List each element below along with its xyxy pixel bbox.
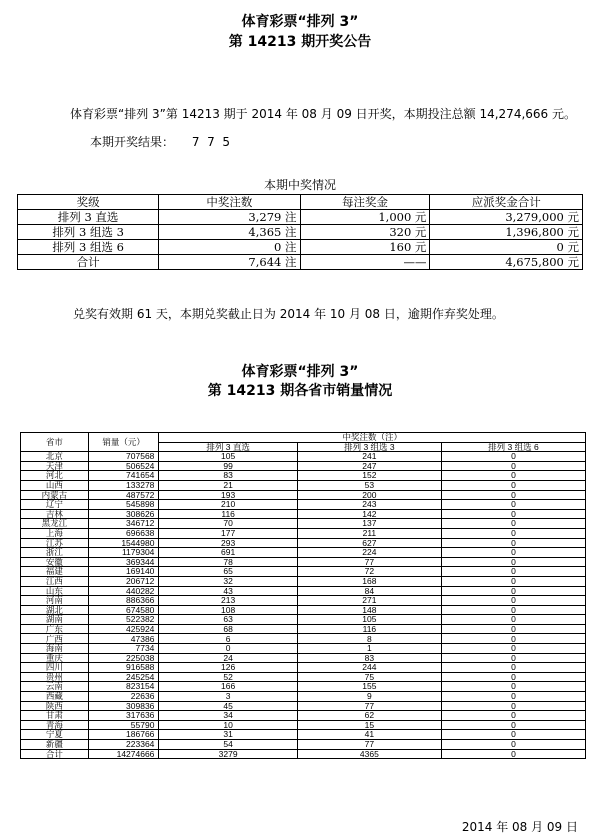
group6-wins: 0	[441, 480, 585, 490]
sales-subheader-direct: 排列 3 直选	[159, 442, 297, 452]
group3-wins: 247	[297, 461, 441, 471]
province: 广东	[21, 624, 89, 634]
prize-row	[18, 210, 583, 225]
group6-wins: 0	[441, 509, 585, 519]
province: 新疆	[21, 740, 89, 750]
prize-header-count: 中奖注数	[159, 195, 300, 210]
group6-wins: 0	[441, 740, 585, 750]
sales-row	[21, 519, 586, 529]
group6-wins: 0	[441, 644, 585, 654]
sales-title: 体育彩票“排列 3”	[241, 364, 359, 380]
province-sales: 823154	[88, 682, 159, 692]
group3-wins: 168	[297, 576, 441, 586]
province: 安徽	[21, 557, 89, 567]
sales-total-row	[21, 749, 586, 759]
province-sales: 225038	[88, 653, 159, 663]
group3-wins: 137	[297, 519, 441, 529]
group3-wins: 15	[297, 720, 441, 730]
prize-header-amount: 每注奖金	[300, 195, 430, 210]
province: 内蒙古	[21, 490, 89, 500]
sales-row	[21, 548, 586, 558]
prize-amount: ——	[300, 255, 430, 270]
group6-wins: 0	[441, 634, 585, 644]
group3-wins: 4365	[297, 749, 441, 759]
sales-row	[21, 538, 586, 548]
province-sales: 47386	[88, 634, 159, 644]
prize-total: 3,279,000 元	[430, 210, 583, 225]
group6-wins: 0	[441, 596, 585, 606]
sales-row	[21, 452, 586, 462]
draw-summary: 体育彩票“排列 3”第 14213 期于 2014 年 08 月 09 日开奖，本期投注总额 14,274,666 元。	[70, 107, 576, 121]
direct-wins: 166	[159, 682, 297, 692]
group3-wins: 77	[297, 557, 441, 567]
sales-row	[21, 653, 586, 663]
group6-wins: 0	[441, 605, 585, 615]
redemption-notice: 兑奖有效期 61 天，本期兑奖截止日为 2014 年 10 月 08 日，逾期作弃奖处理。	[73, 307, 504, 321]
direct-wins: 691	[159, 548, 297, 558]
province: 青海	[21, 720, 89, 730]
prize-level: 合计	[18, 255, 159, 270]
group3-wins: 152	[297, 471, 441, 481]
province-sales: 369344	[88, 557, 159, 567]
announcement-title: 体育彩票“排列 3”	[241, 14, 359, 30]
direct-wins: 126	[159, 663, 297, 673]
draw-result	[90, 133, 230, 150]
group3-wins: 72	[297, 567, 441, 577]
province-sales: 696638	[88, 528, 159, 538]
group3-wins: 9	[297, 692, 441, 702]
direct-wins: 21	[159, 480, 297, 490]
group3-wins: 105	[297, 615, 441, 625]
province: 湖北	[21, 605, 89, 615]
province-sales: 308626	[88, 509, 159, 519]
group6-wins: 0	[441, 528, 585, 538]
province: 山西	[21, 480, 89, 490]
group6-wins: 0	[441, 701, 585, 711]
direct-wins: 177	[159, 528, 297, 538]
province: 浙江	[21, 548, 89, 558]
group6-wins: 0	[441, 490, 585, 500]
province: 天津	[21, 461, 89, 471]
group6-wins: 0	[441, 471, 585, 481]
province-sales: 674580	[88, 605, 159, 615]
sales-row	[21, 480, 586, 490]
footer-date: 2014 年 08 月 09 日	[461, 820, 578, 834]
group3-wins: 155	[297, 682, 441, 692]
province-sales: 245254	[88, 672, 159, 682]
province: 四川	[21, 663, 89, 673]
sales-subtitle: 第 14213 期各省市销量情况	[207, 383, 393, 399]
sales-row	[21, 634, 586, 644]
province: 重庆	[21, 653, 89, 663]
sales-row	[21, 682, 586, 692]
sales-row	[21, 730, 586, 740]
sales-row	[21, 576, 586, 586]
group3-wins: 75	[297, 672, 441, 682]
province-sales: 545898	[88, 500, 159, 510]
direct-wins: 3279	[159, 749, 297, 759]
province-sales: 425924	[88, 624, 159, 634]
group3-wins: 41	[297, 730, 441, 740]
group6-wins: 0	[441, 452, 585, 462]
group6-wins: 0	[441, 663, 585, 673]
sales-header-province: 省市	[21, 433, 89, 452]
group6-wins: 0	[441, 500, 585, 510]
group6-wins: 0	[441, 519, 585, 529]
group6-wins: 0	[441, 548, 585, 558]
group3-wins: 243	[297, 500, 441, 510]
province: 陕西	[21, 701, 89, 711]
sales-row	[21, 509, 586, 519]
direct-wins: 68	[159, 624, 297, 634]
province: 云南	[21, 682, 89, 692]
sales-row	[21, 711, 586, 721]
prize-amount: 160 元	[300, 240, 430, 255]
sales-row	[21, 461, 586, 471]
province-sales: 186766	[88, 730, 159, 740]
group6-wins: 0	[441, 557, 585, 567]
group6-wins: 0	[441, 692, 585, 702]
direct-wins: 210	[159, 500, 297, 510]
province: 江苏	[21, 538, 89, 548]
sales-row	[21, 644, 586, 654]
province: 湖南	[21, 615, 89, 625]
group3-wins: 244	[297, 663, 441, 673]
prize-row	[18, 240, 583, 255]
province: 海南	[21, 644, 89, 654]
direct-wins: 213	[159, 596, 297, 606]
group3-wins: 83	[297, 653, 441, 663]
group3-wins: 200	[297, 490, 441, 500]
direct-wins: 0	[159, 644, 297, 654]
province-sales: 886366	[88, 596, 159, 606]
prize-header-level: 奖级	[18, 195, 159, 210]
province-sales: 169140	[88, 567, 159, 577]
direct-wins: 10	[159, 720, 297, 730]
group6-wins: 0	[441, 711, 585, 721]
group3-wins: 271	[297, 596, 441, 606]
group3-wins: 77	[297, 740, 441, 750]
province: 宁夏	[21, 730, 89, 740]
sales-row	[21, 586, 586, 596]
prize-total: 1,396,800 元	[430, 225, 583, 240]
group6-wins: 0	[441, 538, 585, 548]
group3-wins: 8	[297, 634, 441, 644]
prize-table	[17, 194, 583, 270]
province-sales: 487572	[88, 490, 159, 500]
sales-row	[21, 490, 586, 500]
direct-wins: 70	[159, 519, 297, 529]
prize-total: 4,675,800 元	[430, 255, 583, 270]
prize-total: 0 元	[430, 240, 583, 255]
direct-wins: 31	[159, 730, 297, 740]
group6-wins: 0	[441, 461, 585, 471]
direct-wins: 52	[159, 672, 297, 682]
prize-count: 0 注	[159, 240, 300, 255]
sales-subheader-group6: 排列 3 组选 6	[441, 442, 585, 452]
prize-count: 4,365 注	[159, 225, 300, 240]
sales-header-row	[21, 433, 586, 443]
sales-row	[21, 663, 586, 673]
direct-wins: 105	[159, 452, 297, 462]
group6-wins: 0	[441, 624, 585, 634]
province-sales: 916588	[88, 663, 159, 673]
direct-wins: 32	[159, 576, 297, 586]
sales-row	[21, 605, 586, 615]
group3-wins: 116	[297, 624, 441, 634]
group3-wins: 211	[297, 528, 441, 538]
sales-row	[21, 740, 586, 750]
direct-wins: 65	[159, 567, 297, 577]
sales-header-sales: 销量（元）	[88, 433, 159, 452]
province-sales: 133278	[88, 480, 159, 490]
group6-wins: 0	[441, 730, 585, 740]
group3-wins: 84	[297, 586, 441, 596]
sales-table	[20, 432, 586, 759]
province: 辽宁	[21, 500, 89, 510]
sales-row	[21, 720, 586, 730]
sales-row	[21, 528, 586, 538]
group6-wins: 0	[441, 615, 585, 625]
prize-count: 3,279 注	[159, 210, 300, 225]
province-sales: 309836	[88, 701, 159, 711]
province: 吉林	[21, 509, 89, 519]
group3-wins: 53	[297, 480, 441, 490]
draw-result-label: 本期开奖结果：	[90, 135, 175, 149]
province: 合计	[21, 749, 89, 759]
province-sales: 1544980	[88, 538, 159, 548]
sales-row	[21, 500, 586, 510]
sales-row	[21, 624, 586, 634]
group6-wins: 0	[441, 576, 585, 586]
province: 江西	[21, 576, 89, 586]
group3-wins: 142	[297, 509, 441, 519]
sales-row	[21, 615, 586, 625]
direct-wins: 293	[159, 538, 297, 548]
group3-wins: 62	[297, 711, 441, 721]
province: 河北	[21, 471, 89, 481]
group6-wins: 0	[441, 567, 585, 577]
province-sales: 522382	[88, 615, 159, 625]
province-sales: 55790	[88, 720, 159, 730]
direct-wins: 108	[159, 605, 297, 615]
group6-wins: 0	[441, 720, 585, 730]
prize-amount: 1,000 元	[300, 210, 430, 225]
prize-header-total: 应派奖金合计	[430, 195, 583, 210]
direct-wins: 3	[159, 692, 297, 702]
group6-wins: 0	[441, 749, 585, 759]
province-sales: 7734	[88, 644, 159, 654]
province: 黑龙江	[21, 519, 89, 529]
province-sales: 346712	[88, 519, 159, 529]
prize-row	[18, 225, 583, 240]
group3-wins: 77	[297, 701, 441, 711]
direct-wins: 45	[159, 701, 297, 711]
direct-wins: 193	[159, 490, 297, 500]
prize-count: 7,644 注	[159, 255, 300, 270]
direct-wins: 116	[159, 509, 297, 519]
direct-wins: 99	[159, 461, 297, 471]
sales-row	[21, 471, 586, 481]
prize-table-caption: 本期中奖情况	[263, 178, 336, 192]
sales-row	[21, 567, 586, 577]
province-sales: 22636	[88, 692, 159, 702]
province-sales: 506524	[88, 461, 159, 471]
direct-wins: 83	[159, 471, 297, 481]
province: 福建	[21, 567, 89, 577]
direct-wins: 6	[159, 634, 297, 644]
prize-level: 排列 3 组选 3	[18, 225, 159, 240]
group3-wins: 627	[297, 538, 441, 548]
province-sales: 14274666	[88, 749, 159, 759]
province-sales: 223364	[88, 740, 159, 750]
prize-level: 排列 3 组选 6	[18, 240, 159, 255]
province-sales: 1179304	[88, 548, 159, 558]
direct-wins: 54	[159, 740, 297, 750]
sales-header-wins: 中奖注数（注）	[159, 433, 586, 443]
group6-wins: 0	[441, 682, 585, 692]
province: 贵州	[21, 672, 89, 682]
province-sales: 440282	[88, 586, 159, 596]
draw-result-numbers: 7 7 5	[191, 135, 231, 149]
sales-row	[21, 557, 586, 567]
group3-wins: 1	[297, 644, 441, 654]
sales-row	[21, 692, 586, 702]
prize-level: 排列 3 直选	[18, 210, 159, 225]
group3-wins: 224	[297, 548, 441, 558]
sales-subheader-group3: 排列 3 组选 3	[297, 442, 441, 452]
group6-wins: 0	[441, 653, 585, 663]
group6-wins: 0	[441, 672, 585, 682]
sales-row	[21, 701, 586, 711]
province: 上海	[21, 528, 89, 538]
province-sales: 317636	[88, 711, 159, 721]
province: 北京	[21, 452, 89, 462]
province: 广西	[21, 634, 89, 644]
sales-row	[21, 672, 586, 682]
province-sales: 741654	[88, 471, 159, 481]
province: 甘肃	[21, 711, 89, 721]
direct-wins: 63	[159, 615, 297, 625]
province: 河南	[21, 596, 89, 606]
group6-wins: 0	[441, 586, 585, 596]
group3-wins: 241	[297, 452, 441, 462]
province: 西藏	[21, 692, 89, 702]
province: 山东	[21, 586, 89, 596]
prize-table-header-row	[18, 195, 583, 210]
prize-row	[18, 255, 583, 270]
direct-wins: 43	[159, 586, 297, 596]
province-sales: 707568	[88, 452, 159, 462]
province-sales: 206712	[88, 576, 159, 586]
direct-wins: 34	[159, 711, 297, 721]
group3-wins: 148	[297, 605, 441, 615]
direct-wins: 24	[159, 653, 297, 663]
prize-amount: 320 元	[300, 225, 430, 240]
direct-wins: 78	[159, 557, 297, 567]
sales-row	[21, 596, 586, 606]
announcement-subtitle: 第 14213 期开奖公告	[228, 34, 372, 50]
